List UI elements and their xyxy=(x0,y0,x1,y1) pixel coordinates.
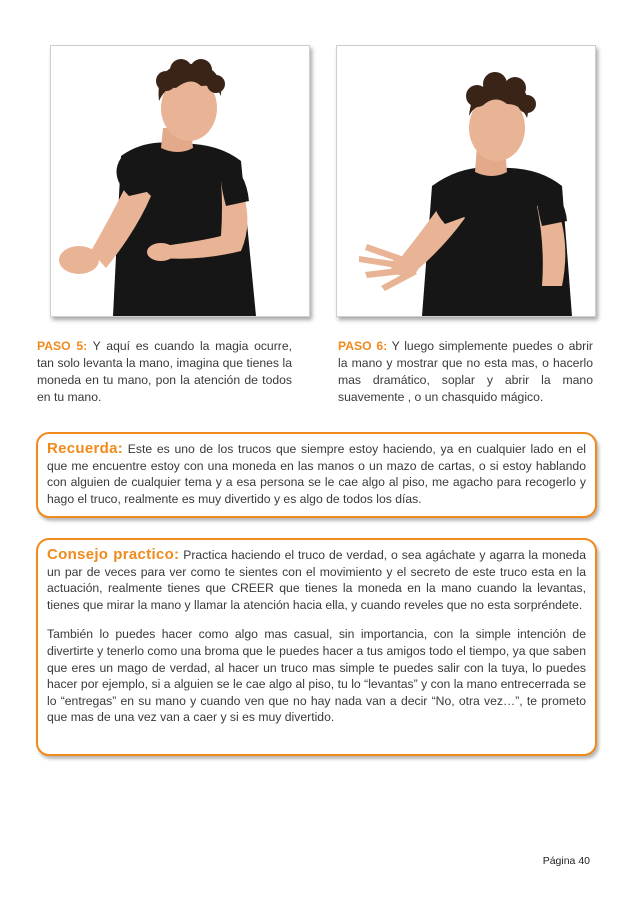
step-5-text: Y aquí es cuando la magia ocurre, tan solo levanta la mano, imagina que tienes la moneda en tu mano, pon la atención de todos en tu mano. xyxy=(37,339,292,404)
person-illustration xyxy=(51,46,309,316)
step-6-label: PASO 6: xyxy=(338,339,388,353)
consejo-title: Consejo practico: xyxy=(47,546,180,563)
consejo-paragraph-2: También lo puedes hacer como algo mas casual, sin importancia, con la simple intención de divertirte y tenerlo como una broma que le puedes hacer a tus amigos todo el tiempo, ya que saben que eres un mago de verdad, al hacer un truco mas simple te puedes salir con la tuya, lo puedes hacer por ejemplo, si a alguien se le cae algo al piso, tu lo “levantas” y con la mano entrecerrada se lo “entregas” en su mano y cuando ven que no hay nada van a decir “No, otra vez…”, te prometo que mas de una vez van a caer y si es muy divertido. xyxy=(47,627,586,725)
step-5-label: PASO 5: xyxy=(37,339,88,353)
consejo-paragraph-1 xyxy=(47,547,586,613)
recuerda-box xyxy=(36,432,597,518)
consejo-text-1: Practica haciendo el truco de verdad, o sea agáchate y agarra la moneda un par de veces para ver como te sientes con el movimiento y el secreto de este truco esta en la actuación, realmente tienes que CREER que tienes la moneda en la mano cuando la levantas, tienes que mirar la mano y llamar la atención hacia ella, y cuando reveles que no esta sorpréndete. xyxy=(47,548,586,612)
recuerda-text: Este es uno de los trucos que siempre estoy haciendo, ya en cualquier lado en el que me encuentre estoy con una moneda en las manos o un mazo de cartas, o si estoy hablando con alguien de cualquier tema y a esa persona se le cae algo al piso, me agacho para recogerlo y hago el truco, realmente es muy divertido y es algo de todos los días. xyxy=(47,442,586,506)
photo-step-6 xyxy=(336,45,596,317)
step-5-caption xyxy=(37,338,292,406)
recuerda-paragraph xyxy=(47,441,586,507)
step-6-text: Y luego simplemente puedes o abrir la mano y mostrar que no esta mas, o hacerlo mas dramático, soplar y abrir la mano suavemente , o un chasquido mágico. xyxy=(338,339,593,404)
page-number: Página 40 xyxy=(542,855,590,867)
step-6-caption xyxy=(338,338,593,406)
person-illustration xyxy=(337,46,595,316)
photo-step-5 xyxy=(50,45,310,317)
recuerda-title: Recuerda: xyxy=(47,440,124,457)
consejo-box xyxy=(36,538,597,756)
